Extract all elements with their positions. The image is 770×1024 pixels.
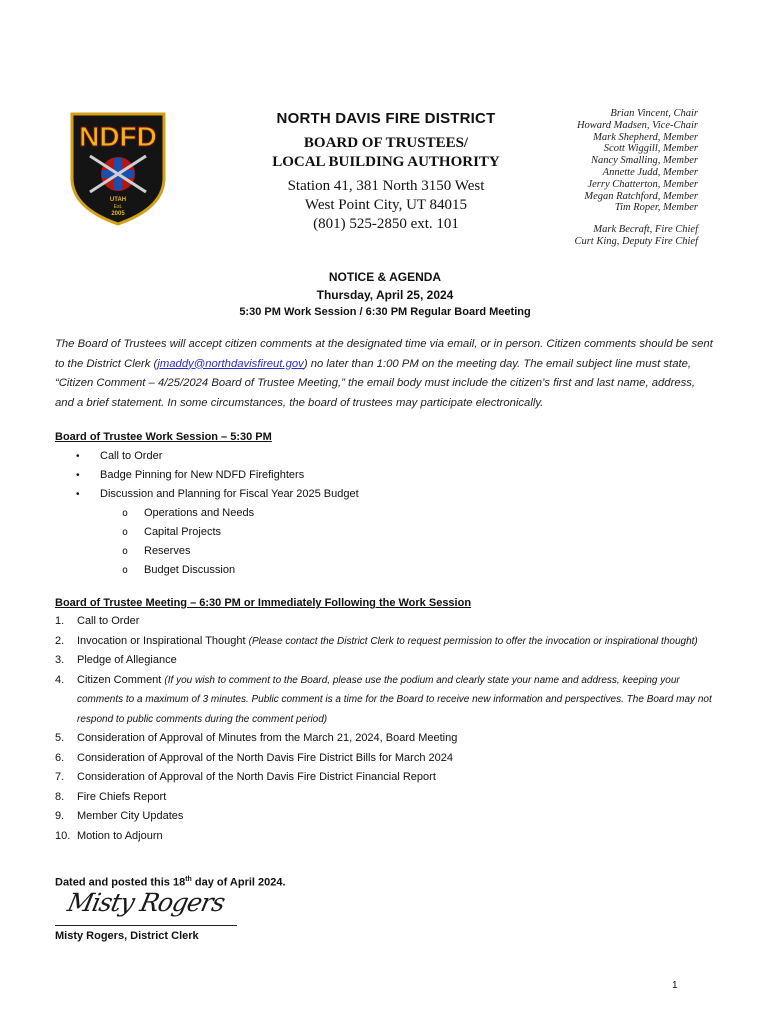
- bullet-icon: •: [76, 451, 80, 462]
- circle-bullet-icon: o: [122, 508, 129, 519]
- signature-line: [55, 925, 237, 926]
- trustee: Brian Vincent, Chair: [610, 108, 698, 119]
- address-line-1: Station 41, 381 North 3150 West: [287, 178, 485, 194]
- board-line-2: LOCAL BUILDING AUTHORITY: [272, 154, 500, 170]
- agenda-item: 4. Citizen Comment (If you wish to comment to the Board, please use the podium and clearly state your name and address, keeping your comments to a maximum of 3 minutes. Public comment is a time for the Board to receive new information and perspectives. The Board may not respond to public comments during the comment period): [55, 673, 712, 725]
- trustee: Jerry Chatterton, Member: [587, 178, 698, 190]
- phone: (801) 525-2850 ext. 101: [313, 216, 459, 232]
- meeting-times: 5:30 PM Work Session / 6:30 PM Regular Board Meeting: [239, 306, 531, 318]
- logo-year: 2005: [111, 211, 125, 217]
- meeting-agenda: [55, 612, 717, 846]
- fire-chief: Mark Becraft, Fire Chief: [593, 224, 698, 236]
- posted-date: Dated and posted this 18th day of April 2024.: [55, 876, 286, 889]
- logo-est: Est.: [113, 204, 123, 210]
- trustee: Howard Madsen, Vice-Chair: [576, 119, 698, 131]
- signature: Misty Rogers: [64, 888, 228, 917]
- circle-bullet-icon: o: [122, 527, 129, 538]
- agenda-item: 6. Consideration of Approval of the North Davis Fire District Bills for March 2024: [55, 751, 453, 764]
- district-name: NORTH DAVIS FIRE DISTRICT: [276, 110, 496, 127]
- bullet-icon: •: [76, 489, 80, 500]
- trustee: Mark Shepherd, Member: [593, 131, 698, 143]
- page-number: 1: [672, 980, 678, 991]
- circle-bullet-icon: o: [122, 546, 129, 557]
- sub-list-item: o Capital Projects: [122, 523, 696, 542]
- clerk-email-link[interactable]: jmaddy@northdavisfireut.gov: [157, 357, 304, 370]
- logo-state: UTAH: [109, 197, 127, 203]
- notice-title: NOTICE & AGENDA: [328, 270, 442, 284]
- board-line-1: BOARD OF TRUSTEES/: [303, 135, 469, 151]
- meeting-heading: Board of Trustee Meeting – 6:30 PM or Immediately Following the Work Session: [55, 597, 472, 609]
- list-item: • Call to Order: [76, 447, 696, 466]
- list-item: • Badge Pinning for New NDFD Firefighters: [76, 466, 696, 485]
- deputy-fire-chief: Curt King, Deputy Fire Chief: [574, 235, 698, 247]
- agenda-item: 3. Pledge of Allegiance: [55, 654, 177, 666]
- trustee: Tim Roper, Member: [614, 202, 698, 214]
- ndfd-logo: [68, 108, 168, 226]
- agenda-item: 9. Member City Updates: [55, 810, 184, 822]
- board-roster: [458, 108, 698, 248]
- logo-letters: NDFD: [79, 121, 157, 152]
- agenda-item: 10. Motion to Adjourn: [55, 829, 163, 842]
- intro-text-1: The Board of Trustees will accept citizen comments at the designated time via email, or in person. Citizen comments should be sent to the District Clerk (: [55, 338, 713, 370]
- list-item: • Discussion and Planning for Fiscal Year 2025 Budget: [76, 485, 696, 504]
- intro-text-2: ) no later than 1:00 PM on the meeting day. The email subject line must state, “Citizen Comment – 4/25/2024 Board of Trustee Meeting,” the email body must include the citizen’s first and last name, address, and a brief statement. In some circumstances, the board of trustees may participate electronically.: [55, 357, 696, 409]
- trustee: Annette Judd, Member: [602, 166, 698, 178]
- agenda-item: 1. Call to Order: [55, 615, 140, 627]
- meeting-date: Thursday, April 25, 2024: [316, 288, 454, 302]
- agenda-item: 8. Fire Chiefs Report: [55, 790, 167, 803]
- work-session-heading: Board of Trustee Work Session – 5:30 PM: [55, 431, 272, 443]
- sub-list-item: o Reserves: [122, 542, 696, 561]
- sub-list-item: o Budget Discussion: [122, 561, 696, 580]
- agenda-item: 7. Consideration of Approval of the North Davis Fire District Financial Report: [55, 771, 436, 783]
- agenda-item: 5. Consideration of Approval of Minutes from the March 21, 2024, Board Meeting: [55, 732, 458, 744]
- circle-bullet-icon: o: [122, 565, 129, 576]
- sub-list-item: o Operations and Needs: [122, 504, 696, 523]
- trustee: Nancy Smalling, Member: [590, 155, 698, 167]
- bullet-icon: •: [76, 470, 80, 481]
- trustee: Scott Wiggill, Member: [603, 143, 698, 155]
- intro-paragraph: [55, 335, 715, 413]
- work-session-list: [76, 447, 696, 580]
- trustee: Megan Ratchford, Member: [584, 190, 698, 202]
- address-line-2: West Point City, UT 84015: [304, 197, 468, 213]
- signer-name: Misty Rogers, District Clerk: [55, 930, 199, 942]
- agenda-item: 2. Invocation or Inspirational Thought (Please contact the District Clerk to request permission to offer the invocation or inspirational thought): [55, 634, 698, 647]
